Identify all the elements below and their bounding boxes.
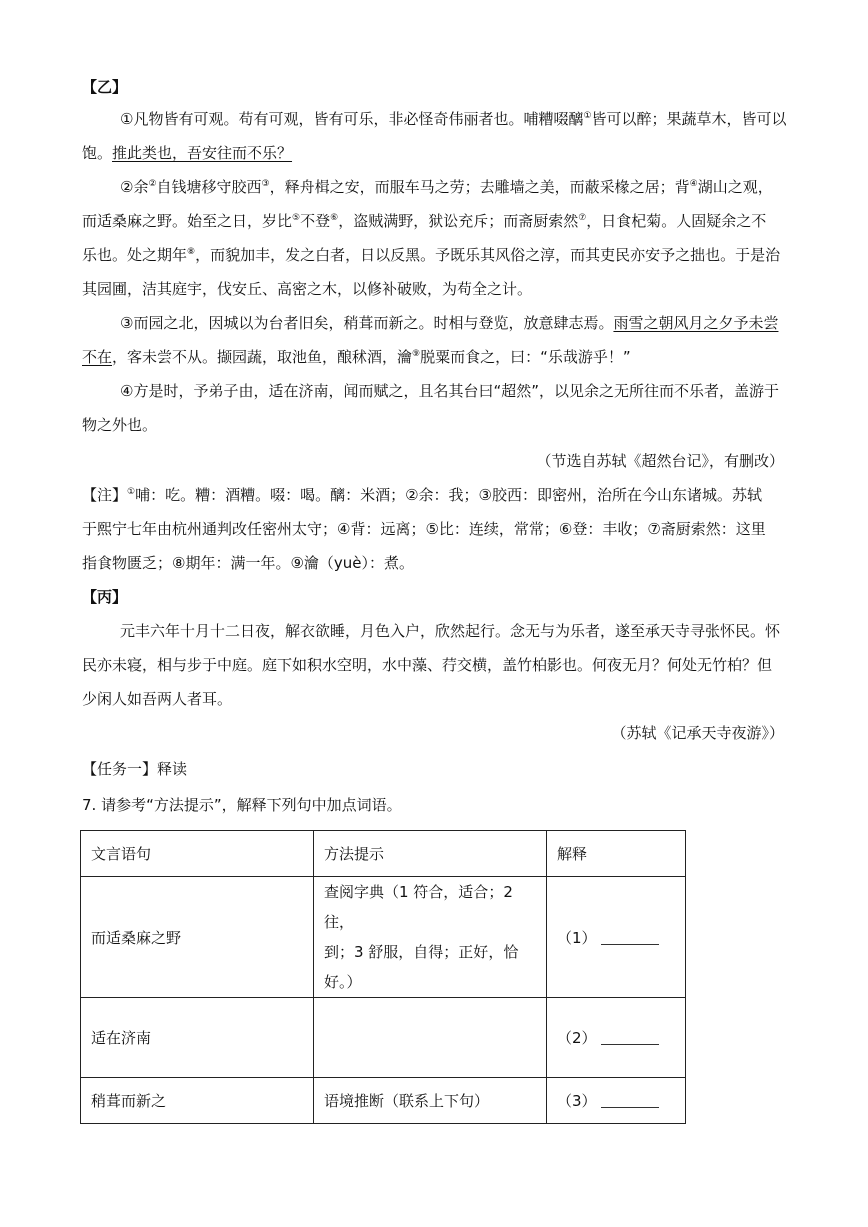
paragraph-1-line-2 [82,143,794,163]
answer-cell [547,877,686,998]
underlined-sentence-2b: 不在 [82,348,113,366]
answer-number: （1） [557,928,597,947]
paragraph-3-plain: ③而园之北，因城以为台者旧矣，稍葺而新之。时相与登览，放意肆志焉。 [120,314,614,332]
hint-line: 查阅字典（1 符合，适合；2 往， [324,883,513,931]
paragraph-4-line-1: ④方是时，予弟子由，适在济南，闻而赋之，且名其台曰“超然”，以见余之无所往而不乐者，盖游于 [120,382,779,400]
underlined-sentence-1: 推此类也，吾安往而不乐？ [112,144,293,162]
hint-line: 到；3 舒服，自得；正好，恰 [324,943,519,961]
section-heading-yi: 【乙】 [82,78,128,96]
sentence-cell: 适在济南 [81,998,314,1078]
paragraph-2-line-4: 其园圃，洁其庭宇，伐安丘、高密之木，以修补破败，为苟全之计。 [82,280,533,298]
paragraph-2-line-2: 而适桑麻之野。始至之日，岁比⑤不登⑥，盗贼满野，狱讼充斥；而斋厨索然⑦，日食杞菊。人固疑余之不 [82,212,767,230]
answer-blank[interactable] [601,1030,659,1045]
sentence-cell: 而适桑麻之野 [81,877,314,998]
paragraph-2-line-1: ②余②自钱塘移守胶西③，释舟楫之安，而服车马之劳；去雕墙之美，而蔽采椽之居；背④湖山之观， [120,178,773,196]
source-yi: （节选自苏轼《超然台记》，有删改） [536,452,784,470]
answer-table [80,830,686,1124]
answer-blank[interactable] [601,930,659,945]
underlined-sentence-2a: 雨雪之朝风月之夕予未尝 [613,314,779,332]
hint-cell [314,1078,547,1124]
paragraph-3-rest: ，客未尝不从。撷园蔬，取池鱼，酿秫酒，瀹⑨脱粟而食之，曰：“乐哉游乎！” [112,348,631,366]
hint-line: 语境推断（联系上下句） [324,1092,490,1110]
table-row [81,998,686,1078]
answer-cell [547,998,686,1078]
paragraph-1-line-1: ①凡物皆有可观。苟有可观，皆有可乐，非必怪奇伟丽者也。哺糟啜醨①皆可以醉；果蔬草木，皆可以 [120,110,787,128]
sentence-cell: 稍葺而新之 [81,1078,314,1124]
question-7: 7. 请参考“方法提示”，解释下列句中加点词语。 [82,796,402,814]
answer-number: （2） [557,1029,597,1047]
paragraph-1-prefix: 饱。 [82,144,113,162]
notes-line-2: 于熙宁七年由杭州通判改任密州太守；④背：远离；⑤比：连续，常常；⑥登：丰收；⑦斋厨索然：这里 [82,520,766,538]
paragraph-5-line-3: 少闲人如吾两人者耳。 [82,690,233,708]
table-header-cell: 方法提示 [314,831,547,877]
section-heading-bing: 【丙】 [82,588,128,606]
hint-cell [314,877,547,998]
answer-blank[interactable] [601,1093,659,1108]
paragraph-5-line-1: 元丰六年十月十二日夜，解衣欲睡，月色入户，欣然起行。念无与为乐者，遂至承天寺寻张怀民。怀 [120,622,781,640]
table-row [81,877,686,998]
paragraph-3-line-2 [82,347,794,367]
paragraph-2-line-3: 乐也。处之期年⑧，而貌加丰，发之白者，日以反黑。予既乐其风俗之淳，而其吏民亦安予之拙也。于是治 [82,246,781,264]
notes-line-1: 【注】①哺：吃。糟：酒糟。啜：喝。醨：米酒；②余：我；③胶西：即密州，治所在今山东诸城。苏轼 [82,486,762,504]
task-1-heading: 【任务一】释读 [82,760,188,778]
hint-line: 好。） [324,973,362,991]
answer-number: （3） [557,1092,597,1110]
notes-line-3: 指食物匮乏；⑧期年：满一年。⑨瀹（yuè）：煮。 [82,554,415,572]
hint-cell [314,998,547,1078]
table-header-cell: 文言语句 [81,831,314,877]
source-bing: （苏轼《记承天寺夜游》） [611,724,784,742]
table-header-cell: 解释 [547,831,686,877]
paragraph-3-line-1 [120,313,778,333]
paragraph-4-line-2: 物之外也。 [82,416,158,434]
table-header-row [81,831,686,877]
paragraph-5-line-2: 民亦未寝，相与步于中庭。庭下如积水空明，水中藻、荇交横，盖竹柏影也。何夜无月？何处无竹柏？但 [82,656,773,674]
table-row [81,1078,686,1124]
answer-cell [547,1078,686,1124]
